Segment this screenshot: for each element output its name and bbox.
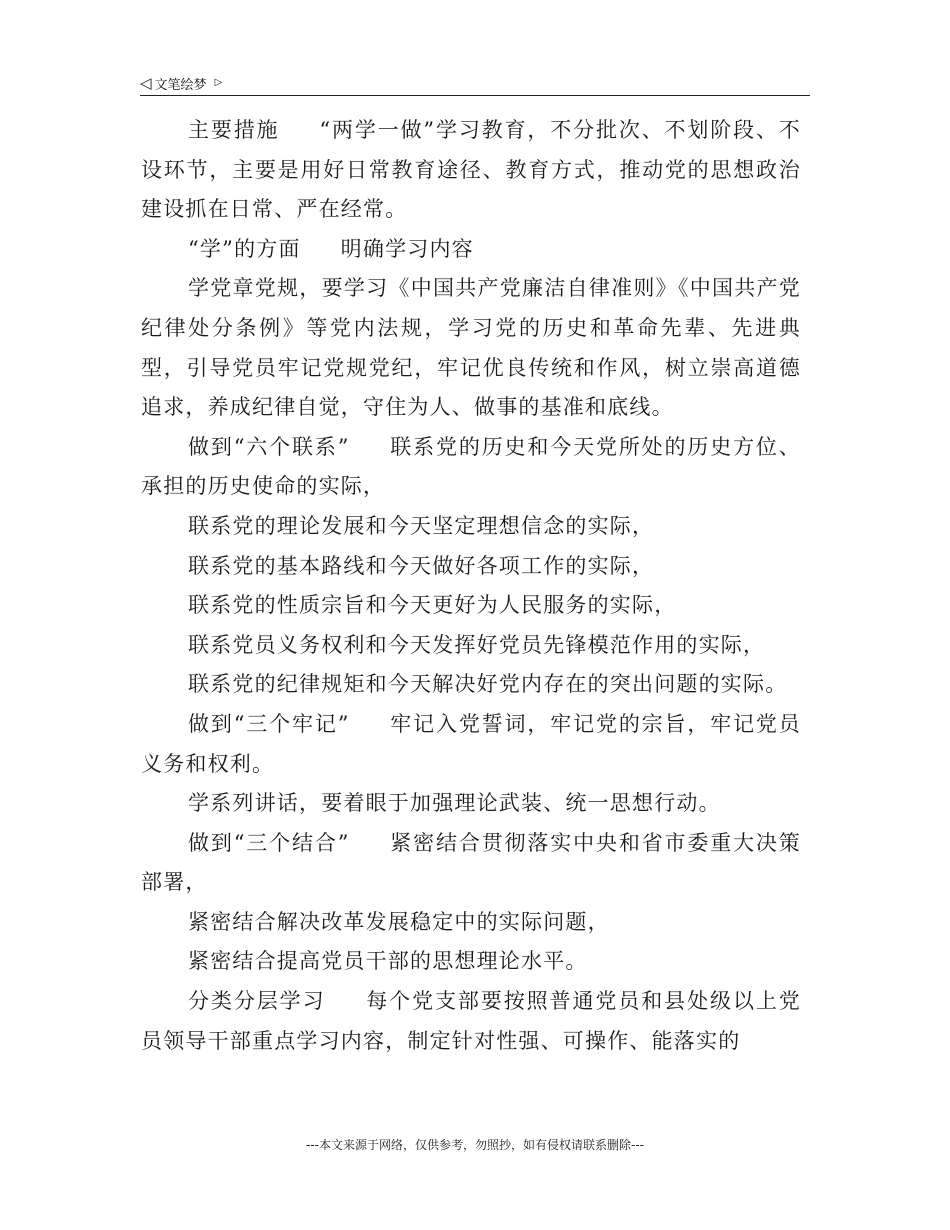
paragraph-lead: 做到“三个结合”	[188, 830, 350, 855]
paragraph	[141, 547, 801, 587]
paragraph-text: 紧密结合提高党员干部的思想理论水平。	[188, 949, 588, 974]
paragraph	[141, 428, 801, 507]
header-divider	[140, 95, 810, 96]
paragraph-text: 紧密结合贯彻落实中央和省市委重大决策部署，	[141, 830, 801, 895]
paragraph	[141, 586, 801, 626]
paragraph-lead: 分类分层学习	[188, 989, 326, 1014]
paragraph-text: 每个党支部要按照普通党员和县处级以上党员领导干部重点学习内容，制定针对性强、可操作、能落实的	[141, 989, 801, 1053]
paragraph-text: 学系列讲话，要着眼于加强理论武装、统一思想行动。	[188, 791, 721, 816]
header-title: 文笔绘梦	[154, 77, 207, 93]
paragraph-lead: “学”的方面	[188, 236, 301, 261]
paragraph-lead: 做到“三个牢记”	[188, 711, 350, 736]
paragraph	[141, 705, 801, 784]
paragraph-lead: 做到“六个联系”	[188, 434, 350, 459]
paragraph	[141, 665, 801, 705]
paragraph	[141, 982, 801, 1061]
paragraph	[141, 269, 801, 427]
paragraph-text: 联系党的基本路线和今天做好各项工作的实际，	[188, 553, 655, 578]
paragraph-lead: 主要措施	[188, 118, 280, 142]
paragraph-text: 联系党员义务权利和今天发挥好党员先锋模范作用的实际，	[188, 632, 766, 657]
paragraph	[141, 507, 801, 547]
paragraph-text: 明确学习内容	[340, 236, 474, 261]
paragraph	[141, 230, 801, 270]
paragraph-text: 联系党的历史和今天党所处的历史方位、承担的历史使命的实际，	[141, 434, 801, 499]
footer-disclaimer: ---本文来源于网络，仅供参考，勿照抄，如有侵权请联系删除---	[306, 1138, 644, 1152]
paragraph-text: 紧密结合解决改革发展稳定中的实际问题，	[188, 909, 610, 934]
paragraph	[141, 111, 801, 230]
paragraph	[141, 784, 801, 824]
paragraph	[141, 942, 801, 982]
paragraph	[141, 626, 801, 666]
document-body	[141, 111, 801, 1061]
paragraph	[141, 903, 801, 943]
paragraph	[141, 824, 801, 903]
left-triangle-icon: ◁	[140, 73, 152, 92]
right-triangle-icon: ▷	[214, 77, 223, 88]
paragraph-text: 牢记入党誓词，牢记党的宗旨，牢记党员义务和权利。	[141, 711, 801, 776]
paragraph-text: “两学一做”学习教育，不分批次、不划阶段、不设环节，主要是用好日常教育途径、教育方式，推动党的思想政治建设抓在日常、严在经常。	[141, 118, 801, 222]
paragraph-text: 学党章党规，要学习《中国共产党廉洁自律准则》《中国共产党纪律处分条例》等党内法规，学习党的历史和革命先辈、先进典型，引导党员牢记党规党纪，牢记优良传统和作风，树立崇高道德追求，养成纪律自觉，守住为人、做事的基准和底线。	[141, 276, 801, 420]
page-header	[140, 72, 810, 94]
paragraph-text: 联系党的性质宗旨和今天更好为人民服务的实际，	[188, 593, 677, 618]
paragraph-text: 联系党的理论发展和今天坚定理想信念的实际，	[188, 513, 655, 538]
paragraph-text: 联系党的纪律规矩和今天解决好党内存在的突出问题的实际。	[188, 672, 788, 697]
